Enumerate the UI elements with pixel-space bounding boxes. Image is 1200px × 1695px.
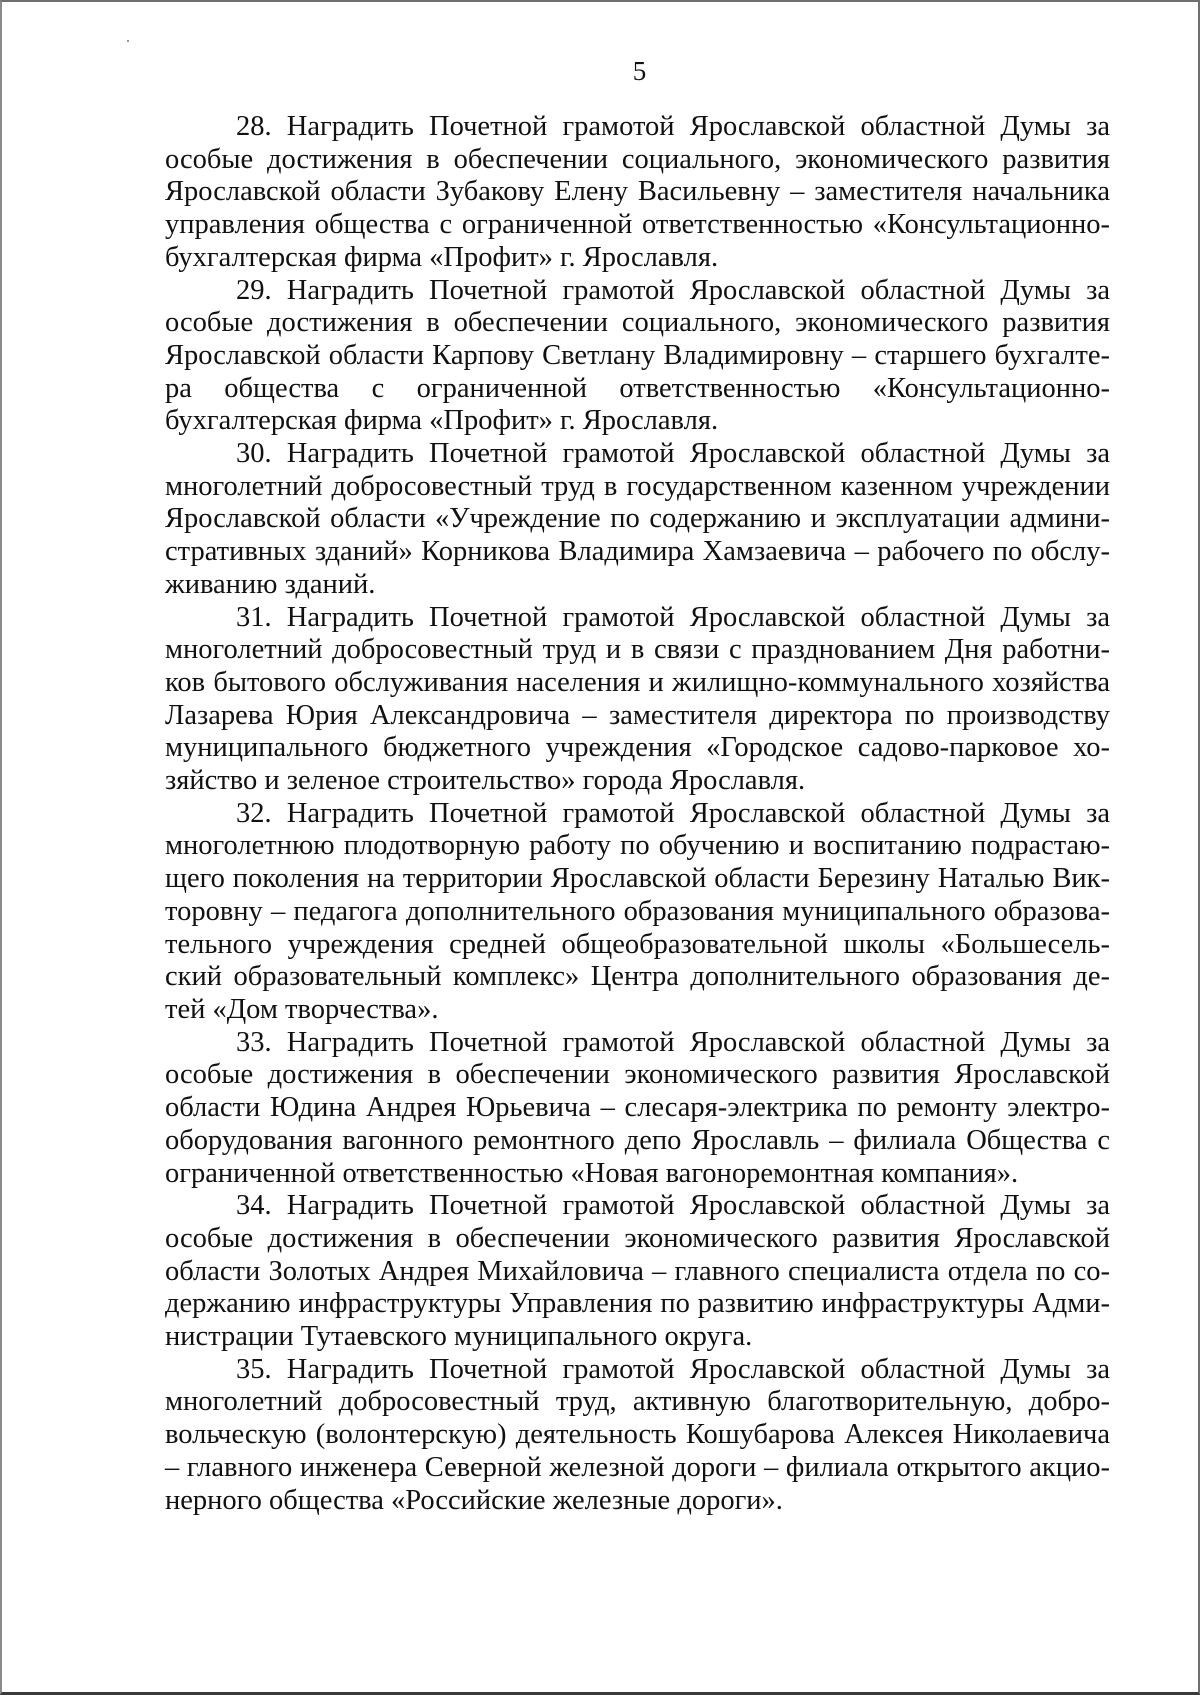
paragraph-31: 31. Наградить Почетной грамотой Ярославской областной Думы за многолетний добросовестный труд и в связи с празднованием Дня работников бытового обслуживания населения и жилищно-коммунального хозяйства Лазарева Юрия Александровича – заместителя директора по производству муниципального бюджетного учреждения «Городское садово-парковое хозяйство и зеленое строительство» города Ярославля. [165,601,1110,797]
paragraph-35: 35. Наградить Почетной грамотой Ярославской областной Думы за многолетний добросовестный труд, активную благотворительную, добровольческую (волонтерскую) деятельность Кошубарова Алексея Николаевича – главного инженера Северной железной дороги – филиала открытого акционерного общества «Российские железные дороги». [165,1353,1110,1516]
paragraph-28: 28. Наградить Почетной грамотой Ярославской областной Думы за особые достижения в обеспечении социального, экономического развития Ярославской области Зубакову Елену Васильевну – заместителя начальника управления общества с ограниченной ответственностью «Консультационно-бухгалтерская фирма «Профит» г. Ярославля. [165,111,1110,273]
paragraph-30: 30. Наградить Почетной грамотой Ярославской областной Думы за многолетний добросовестный труд в государственном казенном учреждении Ярославской области «Учреждение по содержанию и эксплуатации административных зданий» Корникова Владимира Хамзаевича – рабочего по обслуживанию зданий. [165,438,1110,600]
paragraph-33: 33. Наградить Почетной грамотой Ярославской областной Думы за особые достижения в обеспечении экономического развития Ярославской области Юдина Андрея Юрьевича – слесаря-электрика по ремонту электрооборудования вагонного ремонтного депо Ярославль – филиала Общества с ограниченной ответственностью «Новая вагоноремонтная компания». [165,1026,1110,1189]
paragraph-29: 29. Наградить Почетной грамотой Ярославской областной Думы за особые достижения в обеспечении социального, экономического развития Ярославской области Карпову Светлану Владимировну – старшего бухгалтера общества с ограниченной ответственностью «Консультационно-бухгалтерская фирма «Профит» г. Ярославля. [165,274,1110,437]
scan-speck [127,40,129,42]
document-body [165,111,1110,1517]
paragraph-34: 34. Наградить Почетной грамотой Ярославской областной Думы за особые достижения в обеспечении экономического развития Ярославской области Золотых Андрея Михайловича – главного специалиста отдела по содержанию инфраструктуры Управления по развитию инфраструктуры Администрации Тутаевского муниципального округа. [165,1190,1110,1353]
paragraph-32: 32. Наградить Почетной грамотой Ярославской областной Думы за многолетнюю плодотворную работу по обучению и воспитанию подрастающего поколения на территории Ярославской области Березину Наталью Викторовну – педагога дополнительного образования муниципального образовательного учреждения средней общеобразовательной школы «Большесельский образовательный комплекс» Центра дополнительного образования детей «Дом творчества». [165,797,1110,1025]
page-number: 5 [632,56,647,86]
